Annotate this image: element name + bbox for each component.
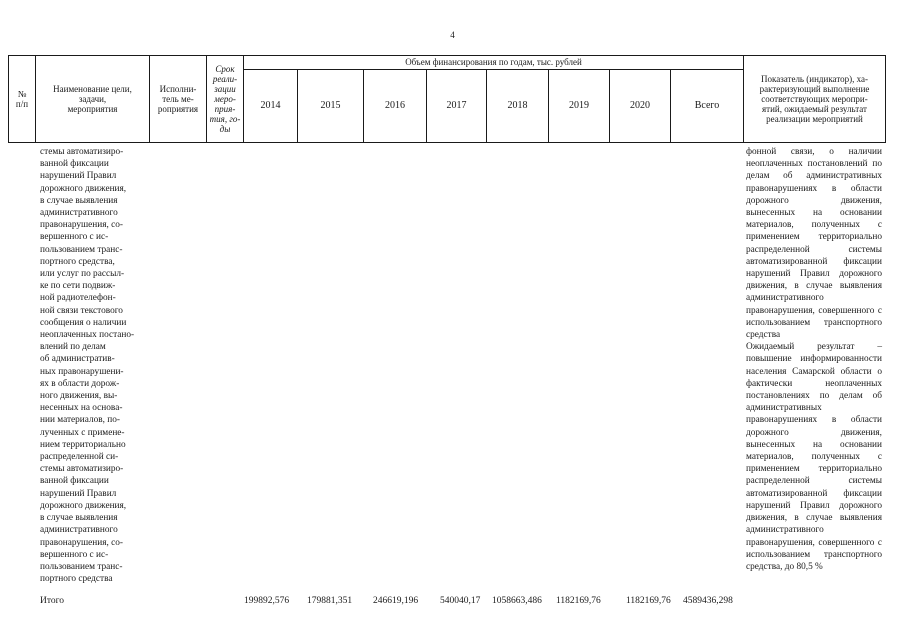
totals-value-2018: 1058663,486: [492, 596, 542, 606]
totals-value-2015: 179881,351: [307, 596, 353, 606]
header-term: Срок реали- зации меро- прия- тия, го- ды: [209, 63, 241, 134]
header-executor: Исполни- тель ме- роприятия: [157, 83, 199, 114]
totals-value-2020: 1182169,76: [626, 596, 671, 606]
totals-value-2016: 246619,196: [373, 596, 419, 606]
totals-value-2019: 1182169,76: [556, 596, 601, 606]
header-year: 2015: [320, 100, 341, 111]
header-name: Наименование цели, задачи, мероприятия: [53, 83, 132, 114]
indicator-paragraph-2: Ожидаемый результат – повышение информированности населения Самарской области о фактически неоплаченных постановлениях по делам об административных правонарушениях в области дорожного движения, вынесенных на основании материалов, полученных с применением территориально распределенной системы автоматизированной фиксации нарушений Правил дорожного движения, в случае выявления административного правонарушения, совершенного с использованием транспортного средства, до 80,5 %: [746, 342, 882, 572]
totals-value-total: 4589436,298: [683, 596, 733, 606]
header-num: № п/п: [15, 88, 29, 109]
header-total: Всего: [694, 100, 720, 111]
totals-value-2017: 540040,17: [440, 596, 481, 606]
indicator-text: [746, 146, 882, 573]
header-year: 2018: [507, 100, 528, 111]
header-right-border: [885, 55, 886, 143]
totals-label: Итого: [40, 596, 65, 606]
header-bottom-border: [8, 142, 886, 143]
measure-name-text: стемы автоматизиро- ванной фиксации нарушений Правил дорожного движения, в случае выявления административного правонарушения, со- вершенного с ис- пользованием транс- портного средства, или услуг по рассыл- ке по сети подвиж- ной радиотелефон- ной связи текстового сообщения о наличии неоплаченных постано- влений по делам об административ- ных правонарушени- ях в области дорож- ного движения, вы- несенных на основа- нии материалов, по- лученных с примене- нием территориально распределенной си- стемы автоматизиро- ванной фиксации нарушений Правил дорожного движения, в случае выявления административного правонарушения, со- вершенного с ис- пользованием транс- портного средства: [40, 147, 135, 585]
header-indicator: Показатель (индикатор), ха- рактеризующий выполнение соответствующих меропри- ятий, ожидаемый результат реализации мероприятий: [759, 73, 870, 124]
table-header: [8, 55, 886, 142]
totals-value-2014: 199892,576: [244, 596, 290, 606]
header-year: 2019: [569, 100, 589, 111]
totals-row: [0, 596, 905, 610]
header-year: 2014: [260, 100, 281, 111]
page-number: 4: [450, 30, 455, 40]
header-funding: Объем финансирования по годам, тыс. рублей: [405, 57, 582, 67]
header-year: 2016: [385, 100, 405, 111]
header-year: 2020: [630, 100, 650, 111]
indicator-paragraph-1: фонной связи, о наличии неоплаченных постановлений по делам об административных правонарушениях в области дорожного движения, вынесенных на основании материалов, полученных с применением территориально распределенной системы автоматизированной фиксации нарушений Правил дорожного движения, в случае выявления административного правонарушения, совершенного с использованием транспортного средства: [746, 147, 882, 341]
header-year: 2017: [446, 100, 467, 111]
